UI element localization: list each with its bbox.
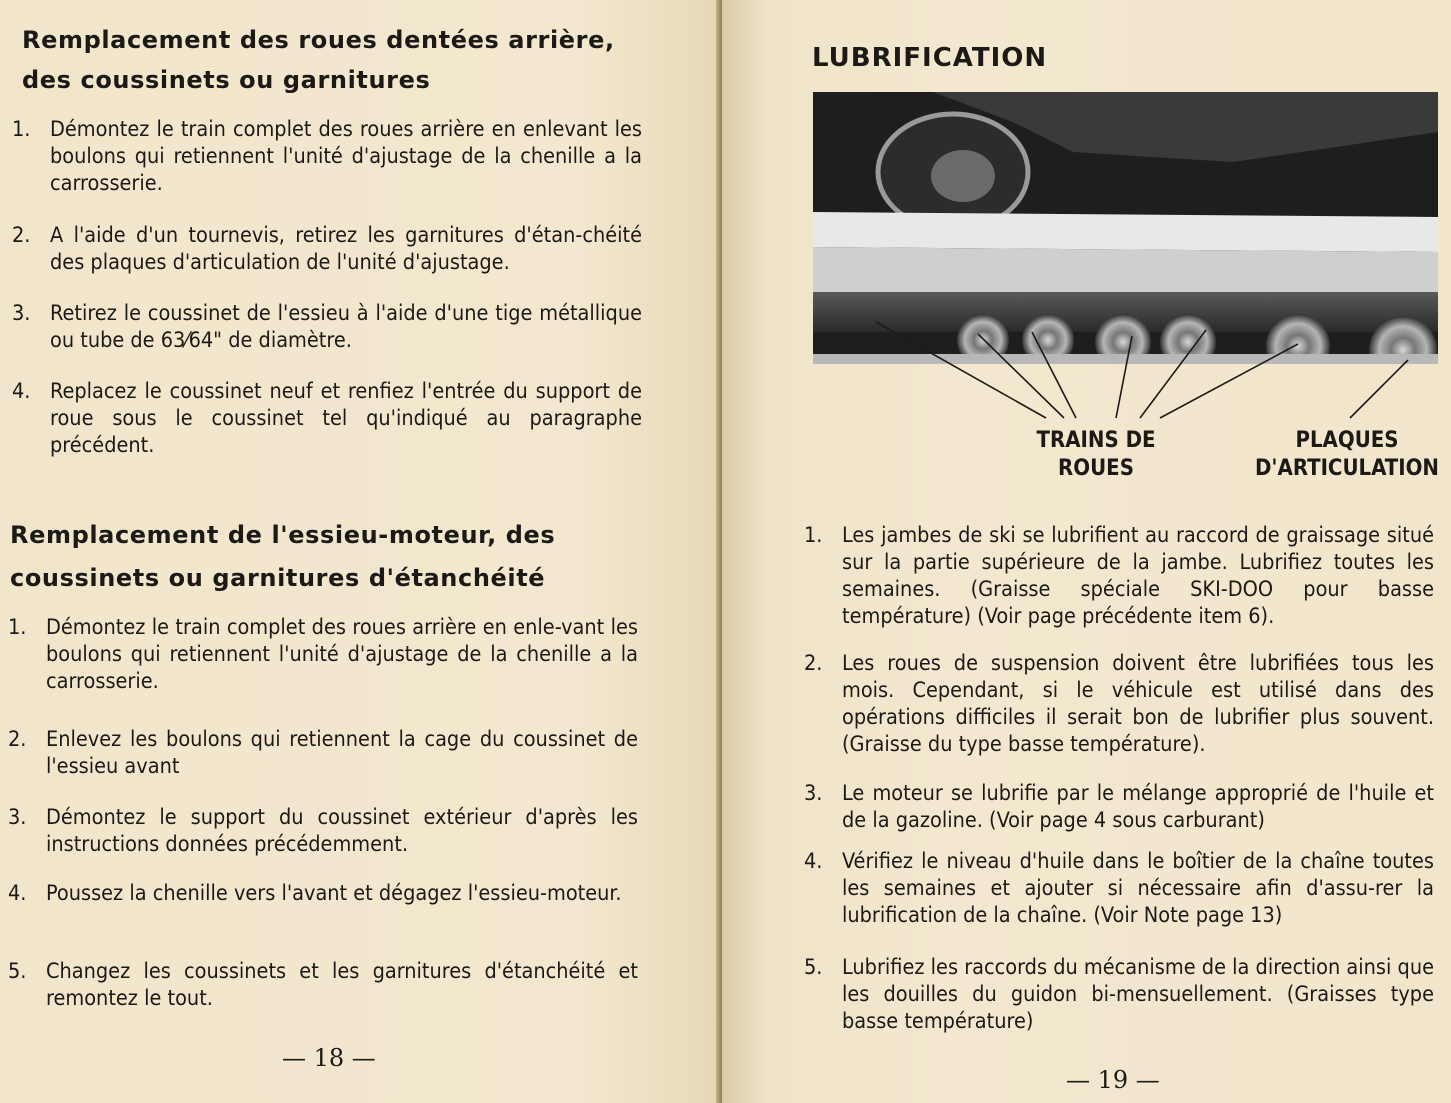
item-number: 3. bbox=[8, 805, 27, 830]
item-text: Replacez le coussinet neuf et renfiez l'entrée du support de roue sous le coussinet tel qu'indiqué au paragraphe précédent. bbox=[50, 379, 642, 458]
list-item bbox=[804, 954, 1434, 1035]
item-text: Vérifiez le niveau d'huile dans le boîtier de la chaîne toutes les semaines et ajouter si nécessaire afin d'assu-rer la lubrification de la chaîne. (Voir Note page 13) bbox=[842, 849, 1434, 928]
item-text: Démontez le train complet des roues arrière en enle-vant les boulons qui retiennent l'unité d'ajustage de la chenille a la carrosserie. bbox=[46, 615, 638, 694]
list-item bbox=[12, 116, 642, 197]
callout-line bbox=[1140, 330, 1206, 418]
heading-line: Remplacement des roues dentées arrière, bbox=[22, 26, 615, 54]
callout-line bbox=[1160, 344, 1298, 418]
label-line: PLAQUES bbox=[1295, 428, 1399, 453]
label-plaques-articulation bbox=[1252, 427, 1442, 483]
label-line: D'ARTICULATION bbox=[1255, 456, 1439, 481]
list-item bbox=[804, 848, 1434, 929]
list-item bbox=[12, 300, 642, 354]
list-item bbox=[8, 614, 638, 695]
callout-line bbox=[876, 322, 1046, 418]
page-number-right: — 19 — bbox=[1066, 1066, 1160, 1094]
list-item bbox=[8, 804, 638, 858]
heading-line: Remplacement de l'essieu-moteur, des bbox=[10, 521, 556, 549]
item-number: 4. bbox=[804, 849, 823, 874]
heading-drive-axle bbox=[10, 514, 555, 600]
list-drive-axle bbox=[8, 614, 638, 1024]
label-line: ROUES bbox=[1058, 456, 1134, 481]
list-item bbox=[8, 958, 638, 1012]
item-text: Démontez le support du coussinet extérieur d'après les instructions données précédemment. bbox=[46, 805, 638, 857]
callout-line bbox=[1350, 360, 1408, 418]
item-text: Lubrifiez les raccords du mécanisme de la direction ainsi que les douilles du guidon bi-mensuellement. (Graisses type basse température) bbox=[842, 955, 1434, 1034]
page-number-left: — 18 — bbox=[282, 1044, 376, 1072]
item-number: 4. bbox=[8, 881, 27, 906]
item-number: 1. bbox=[12, 117, 31, 142]
list-item bbox=[8, 880, 638, 907]
list-item bbox=[804, 522, 1434, 630]
item-number: 1. bbox=[804, 523, 823, 548]
item-number: 3. bbox=[12, 301, 31, 326]
callout-line bbox=[1116, 336, 1132, 418]
item-text: Poussez la chenille vers l'avant et dégagez l'essieu-moteur. bbox=[46, 881, 622, 906]
label-trains-de-roues bbox=[1026, 427, 1166, 483]
item-number: 2. bbox=[12, 223, 31, 248]
item-number: 5. bbox=[804, 955, 823, 980]
item-text: Enlevez les boulons qui retiennent la cage du coussinet de l'essieu avant bbox=[46, 727, 638, 779]
label-line: TRAINS DE bbox=[1036, 428, 1156, 453]
left-page bbox=[0, 0, 722, 1103]
item-number: 5. bbox=[8, 959, 27, 984]
item-text: Les jambes de ski se lubrifient au raccord de graissage situé sur la partie supérieure de la jambe. Lubrifiez toutes les semaines. (Graisse spéciale SKI-DOO pour basse température) (Voir page précédente item 6). bbox=[842, 523, 1434, 629]
list-item bbox=[8, 726, 638, 780]
item-text: Les roues de suspension doivent être lubrifiées tous les mois. Cependant, si le véhicule est utilisé dans des opérations difficiles il serait bon de lubrifier plus souvent. (Graisse du type basse température). bbox=[842, 651, 1434, 757]
heading-lubrification: LUBRIFICATION bbox=[812, 43, 1048, 73]
heading-rear-sprockets bbox=[22, 20, 615, 100]
heading-line: coussinets ou garnitures d'étanchéité bbox=[10, 564, 546, 592]
list-lubrification bbox=[804, 522, 1434, 1042]
item-text: Démontez le train complet des roues arrière en enlevant les boulons qui retiennent l'unité d'ajustage de la chenille a la carrosserie. bbox=[50, 117, 642, 196]
item-number: 4. bbox=[12, 379, 31, 404]
item-text: Changez les coussinets et les garnitures d'étanchéité et remontez le tout. bbox=[46, 959, 638, 1011]
item-number: 3. bbox=[804, 781, 823, 806]
item-number: 2. bbox=[804, 651, 823, 676]
item-number: 2. bbox=[8, 727, 27, 752]
callout-line bbox=[1032, 332, 1076, 418]
list-item bbox=[804, 650, 1434, 758]
callout-line bbox=[978, 334, 1064, 418]
list-item bbox=[12, 222, 642, 276]
item-number: 1. bbox=[8, 615, 27, 640]
item-text: A l'aide d'un tournevis, retirez les garnitures d'étan-chéité des plaques d'articulation de l'unité d'ajustage. bbox=[50, 223, 642, 275]
list-item bbox=[804, 780, 1434, 834]
list-rear-sprockets bbox=[12, 116, 642, 466]
list-item bbox=[12, 378, 642, 459]
heading-line: des coussinets ou garnitures bbox=[22, 66, 431, 94]
item-text: Le moteur se lubrifie par le mélange approprié de l'huile et de la gazoline. (Voir page 4 sous carburant) bbox=[842, 781, 1434, 833]
item-text: Retirez le coussinet de l'essieu à l'aide d'une tige métallique ou tube de 63⁄64" de diamètre. bbox=[50, 301, 642, 353]
